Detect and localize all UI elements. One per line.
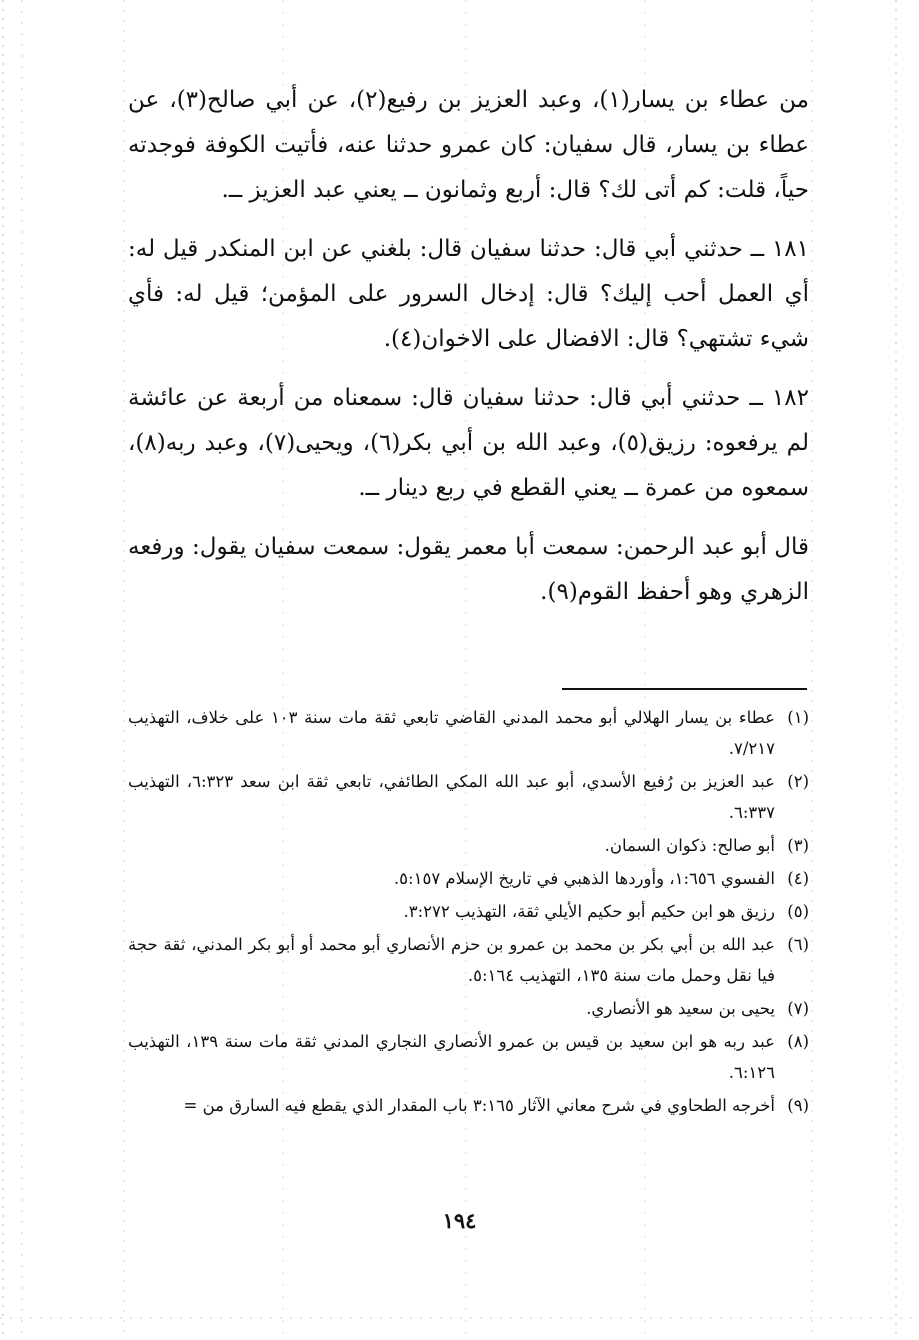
page-number: ١٩٤ [442,1208,477,1233]
main-text [128,78,809,629]
footnote-text: عبد ربه هو ابن سعيد بن قيس بن عمرو الأنصاري النجاري المدني ثقة مات سنة ١٣٩، التهذيب ٦:١٢٦. [128,1032,775,1082]
footnote-1 [128,702,809,764]
footnotes [128,702,809,1123]
footnote-6 [128,929,809,991]
footnote-text: عبد الله بن أبي بكر بن محمد بن عمرو بن حزم الأنصاري أبو محمد أو أبو بكر المدني، ثقة حجة فيا نقل وحمل مات سنة ١٣٥، التهذيب ٥:١٦٤. [128,935,775,985]
footnote-number: (٨) [787,1032,809,1051]
footnote-number: (٤) [787,869,809,888]
footnote-separator [562,688,807,690]
footnote-text: رزيق هو ابن حكيم أبو حكيم الأيلي ثقة، التهذيب ٣:٢٧٢. [403,902,775,921]
footnote-number: (٥) [787,902,809,921]
footnote-9 [128,1090,809,1121]
footnote-8 [128,1026,809,1088]
paragraph-continuation: من عطاء بن يسار(١)، وعبد العزيز بن رفيع(٢)، عن أبي صالح(٣)، عن عطاء بن يسار، قال سفيان: كان عمرو حدثنا عنه، فأتيت الكوفة فوجدته حياً، قلت: كم أتى لك؟ قال: أربع وثمانون ــ يعني عبد العزيز ــ. [128,87,809,203]
footnote-text: يحيى بن سعيد هو الأنصاري. [586,999,775,1018]
footnote-number: (٧) [787,999,809,1018]
footnote-number: (٩) [787,1096,809,1115]
paragraph-abu-abd-al-rahman: قال أبو عبد الرحمن: سمعت أبا معمر يقول: سمعت سفيان يقول: ورفعه الزهري وهو أحفظ القوم(٩). [128,534,809,605]
footnote-5 [128,896,809,927]
footnote-2 [128,766,809,828]
footnote-7 [128,993,809,1024]
footnote-number: (٣) [787,836,809,855]
footnote-number: (٦) [787,935,809,954]
footnote-text: عبد العزيز بن رُفيع الأسدي، أبو عبد الله المكي الطائفي، تابعي ثقة ابن سعد ٦:٣٢٣، التهذيب ٦:٣٣٧. [128,772,775,822]
footnote-number: (٢) [787,772,809,791]
footnote-number: (١) [787,708,809,727]
footnote-3 [128,830,809,861]
paragraph-182: ١٨٢ ــ حدثني أبي قال: حدثنا سفيان قال: سمعناه من أربعة عن عائشة لم يرفعوه: رزيق(٥)، وعبد الله بن أبي بكر(٦)، ويحيى(٧)، وعبد ربه(٨)، سمعوه من عمرة ــ يعني القطع في ربع دينار ــ. [128,385,809,501]
footnote-text: أخرجه الطحاوي في شرح معاني الآثار ٣:١٦٥ باب المقدار الذي يقطع فيه السارق من = [183,1096,775,1115]
footnote-text: الفسوي ١:٦٥٦، وأوردها الذهبي في تاريخ الإسلام ٥:١٥٧. [393,869,775,888]
paragraph-181: ١٨١ ــ حدثني أبي قال: حدثنا سفيان قال: بلغني عن ابن المنكدر قيل له: أي العمل أحب إليك؟ قال: إدخال السرور على المؤمن؛ قيل له: فأي شيء تشتهي؟ قال: الافضال على الاخوان(٤). [128,236,809,352]
footnote-4 [128,863,809,894]
footnote-text: عطاء بن يسار الهلالي أبو محمد المدني القاضي تابعي ثقة مات سنة ١٠٣ على خلاف، التهذيب ٧/٢١٧. [128,708,776,758]
footnote-text: أبو صالح: ذكوان السمان. [604,836,775,855]
